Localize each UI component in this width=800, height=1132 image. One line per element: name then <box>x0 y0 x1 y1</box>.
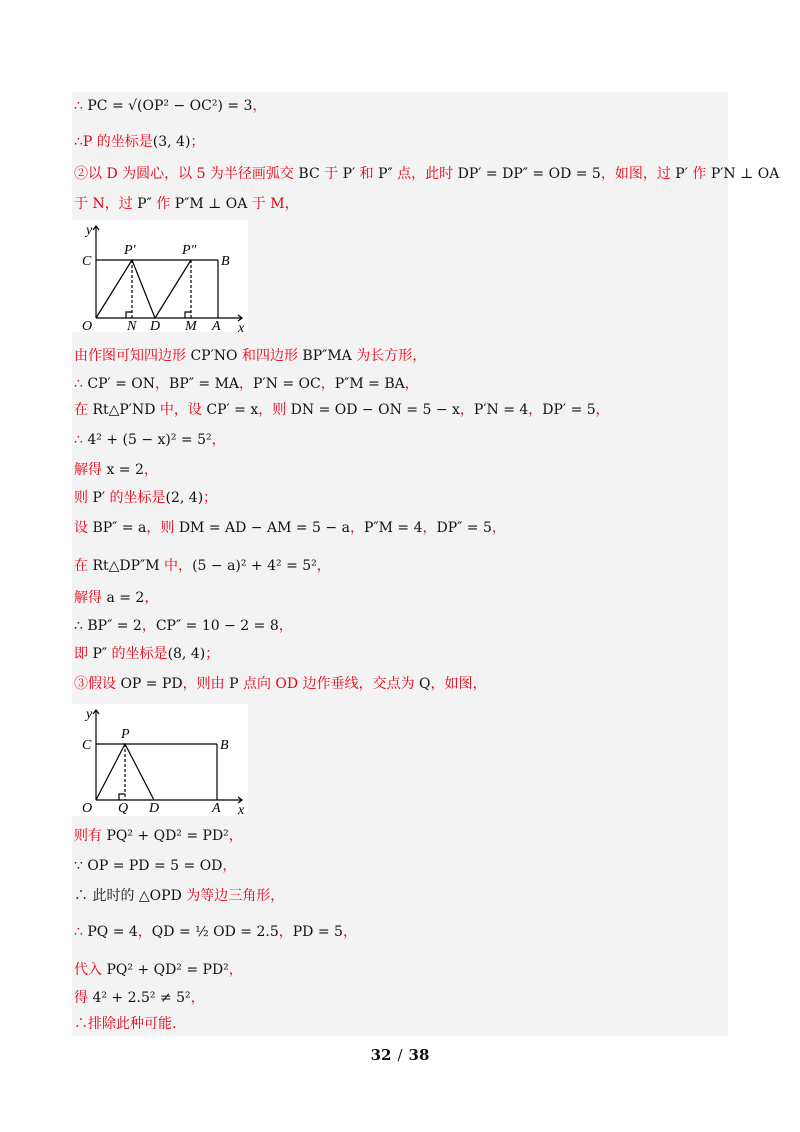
solution-line <box>74 374 419 394</box>
line-text-segment: ； <box>205 646 220 662</box>
line-text-segment: BP″MA <box>302 348 352 364</box>
line-text-segment: ； <box>190 134 205 150</box>
line-text-segment: P″M = 4 <box>363 520 423 536</box>
solution-line <box>74 826 243 846</box>
solution-line <box>74 400 610 420</box>
line-text-segment: BP″ = a <box>92 520 147 536</box>
line-text-segment: ， <box>144 590 159 606</box>
line-text-segment: PQ² + QD² = PD² <box>106 962 229 978</box>
solution-line <box>74 132 204 152</box>
fig2-label-B: B <box>220 738 229 753</box>
fig2-label-D: D <box>149 801 160 816</box>
line-text-segment: PQ² + QD² = PD² <box>106 828 229 844</box>
line-text-segment: 4² + (5 − x)² = 5² <box>87 432 212 448</box>
fig1-label-A: A <box>212 319 221 332</box>
line-text-segment: ∴ 此时的 <box>74 888 139 904</box>
line-text-segment: P′ <box>342 166 356 182</box>
line-text-segment: 中， <box>159 558 193 574</box>
line-text-segment: ，则 <box>146 520 179 536</box>
line-text-segment: 中，设 <box>155 402 207 418</box>
line-text-segment: (8, 4) <box>167 646 206 662</box>
solution-line <box>74 1014 176 1034</box>
line-text-segment: PC = √(OP² − OC²) = 3 <box>87 98 253 114</box>
line-text-segment: DM = AD − AM = 5 − a <box>178 520 350 536</box>
fig1-label-M: M <box>185 319 197 332</box>
figure-rectangle-triangle <box>72 704 248 816</box>
line-text-segment: 得 <box>74 990 93 1006</box>
line-text-segment: P′N ⊥ OA <box>710 166 780 182</box>
line-text-segment: ， <box>320 376 335 392</box>
line-text-segment: CP″ = 10 − 2 = 8 <box>155 618 279 634</box>
line-text-segment: P″ <box>92 646 108 662</box>
solution-line <box>74 488 217 508</box>
fig1-label-D: D <box>150 319 161 332</box>
line-text-segment: ∴ BP″ = 2 <box>74 618 142 634</box>
line-text-segment: (2, 4) <box>165 490 204 506</box>
line-text-segment: ， <box>228 828 243 844</box>
solution-line <box>74 674 487 694</box>
line-text-segment: 和四边形 <box>237 348 303 364</box>
line-text-segment: ， <box>155 376 170 392</box>
line-text-segment: P′N = OC <box>253 376 321 392</box>
line-text-segment: 由作图可知四边形 <box>74 348 191 364</box>
page-total: 38 <box>408 1046 430 1064</box>
line-text-segment: ∴ <box>74 376 88 392</box>
line-text-segment: CP′NO <box>190 348 238 364</box>
line-text-segment: DP″ = 5 <box>436 520 492 536</box>
solution-line <box>74 886 284 906</box>
line-text-segment: ∴P 的坐标是 <box>74 134 153 150</box>
line-text-segment: ， <box>252 98 267 114</box>
fig1-label-y: y <box>86 223 93 238</box>
line-text-segment: Rt△P′ND <box>92 402 156 418</box>
line-text-segment: ∴排除此种可能. <box>74 1016 177 1032</box>
line-text-segment: CP′ = ON <box>87 376 156 392</box>
solution-line <box>74 988 205 1008</box>
line-text-segment: ， <box>239 376 254 392</box>
line-text-segment: 的坐标是 <box>105 490 166 506</box>
line-text-segment: ， <box>278 924 293 940</box>
fig2-label-y: y <box>86 707 93 722</box>
line-text-segment: ，如图，过 <box>600 166 676 182</box>
line-text-segment: ， <box>422 520 437 536</box>
line-text-segment: 即 <box>74 646 93 662</box>
fig1-label-B: B <box>221 254 230 269</box>
line-text-segment: 解得 <box>74 590 107 606</box>
line-text-segment: 为长方形， <box>351 348 427 364</box>
line-text-segment: ， <box>528 402 543 418</box>
solution-line <box>74 460 158 480</box>
line-text-segment: △OPD <box>138 888 182 904</box>
line-text-segment: BC <box>298 166 320 182</box>
line-text-segment: P″M ⊥ OA <box>174 196 248 212</box>
line-text-segment: 为等边三角形， <box>181 888 285 904</box>
line-text-segment: 于 N，过 <box>74 196 138 212</box>
line-text-segment: ； <box>203 490 218 506</box>
line-text-segment: 的坐标是 <box>107 646 168 662</box>
fig1-label-x: x <box>238 321 245 332</box>
line-text-segment: DP′ = 5 <box>542 402 596 418</box>
line-text-segment: x = 2 <box>106 462 144 478</box>
fig1-label-O: O <box>82 319 93 332</box>
line-text-segment: Rt△DP″M <box>92 558 160 574</box>
line-text-segment: ， <box>595 402 610 418</box>
line-text-segment: ， <box>211 432 226 448</box>
fig2-label-Q: Q <box>118 801 129 816</box>
line-text-segment: ， <box>190 990 205 1006</box>
solution-line <box>74 960 243 980</box>
line-text-segment: 作 <box>687 166 711 182</box>
solution-line <box>74 518 506 538</box>
line-text-segment: ，则由 <box>182 676 230 692</box>
line-text-segment: P <box>229 676 239 692</box>
line-text-segment: OP = PD <box>120 676 183 692</box>
fig2-label-O: O <box>82 801 93 816</box>
line-text-segment: ， <box>143 462 158 478</box>
line-text-segment: 则有 <box>74 828 107 844</box>
line-text-segment: ， <box>459 402 474 418</box>
line-text-segment: ， <box>137 924 152 940</box>
line-text-segment: 于 M， <box>247 196 299 212</box>
line-text-segment: ∴ <box>74 432 88 448</box>
line-text-segment: ∴ <box>74 924 88 940</box>
line-text-segment: ∵ OP = PD = 5 = OD <box>74 858 223 874</box>
line-text-segment: DN = OD − ON = 5 − x <box>290 402 460 418</box>
line-text-segment: BP″ = MA <box>169 376 240 392</box>
page-current: 32 <box>370 1046 392 1064</box>
line-text-segment: ， <box>342 924 357 940</box>
solution-line <box>74 616 293 636</box>
line-text-segment: 在 <box>74 402 93 418</box>
line-text-segment: ， <box>222 858 237 874</box>
line-text-segment: 设 <box>74 520 93 536</box>
solution-line <box>74 96 266 116</box>
fig1-label-P-double-prime: P″ <box>182 243 197 258</box>
solution-line <box>74 346 426 366</box>
line-text-segment: P′N = 4 <box>473 402 529 418</box>
line-text-segment: 代入 <box>74 962 107 978</box>
line-text-segment: ③假设 <box>74 676 121 692</box>
line-text-segment: (3, 4) <box>152 134 191 150</box>
line-text-segment: QD = ½ OD = 2.5 <box>151 924 279 940</box>
line-text-segment: Q <box>419 676 431 692</box>
solution-line <box>74 588 158 608</box>
line-text-segment: 于 <box>319 166 343 182</box>
line-text-segment: PD = 5 <box>292 924 343 940</box>
line-text-segment: DP′ = DP″ = OD = 5 <box>457 166 601 182</box>
line-text-segment: 点向 OD 边作垂线，交点为 <box>238 676 420 692</box>
solution-line <box>74 644 219 664</box>
solution-line <box>74 164 779 184</box>
line-text-segment: ， <box>141 618 156 634</box>
line-text-segment: ②以 D 为圆心，以 5 为半径画弧交 <box>74 166 299 182</box>
line-text-segment: ， <box>349 520 364 536</box>
line-text-segment: P″M = BA <box>334 376 405 392</box>
line-text-segment: P″ <box>137 196 152 212</box>
fig1-label-P-prime: P′ <box>124 243 136 258</box>
solution-line <box>74 556 331 576</box>
line-text-segment: ，则 <box>258 402 291 418</box>
line-text-segment: P′ <box>92 490 106 506</box>
solution-panel <box>72 92 780 1036</box>
line-text-segment: ， <box>278 618 293 634</box>
line-text-segment: 点，此时 <box>392 166 458 182</box>
line-text-segment: CP′ = x <box>206 402 259 418</box>
line-text-segment: 4² + 2.5² ≠ 5² <box>92 990 191 1006</box>
fig1-label-C: C <box>82 254 92 269</box>
line-text-segment: ， <box>491 520 506 536</box>
line-text-segment: P″ <box>378 166 393 182</box>
line-text-segment: 解得 <box>74 462 107 478</box>
line-text-segment: ，如图， <box>430 676 487 692</box>
line-text-segment: ∴ <box>74 98 88 114</box>
line-text-segment: 和 <box>355 166 379 182</box>
line-text-segment: PQ = 4 <box>87 924 138 940</box>
line-text-segment: 则 <box>74 490 93 506</box>
figure-rectangle-two-points <box>72 220 248 332</box>
solution-line <box>74 430 226 450</box>
fig2-label-A: A <box>212 801 221 816</box>
line-text-segment: 作 <box>151 196 175 212</box>
line-text-segment: a = 2 <box>106 590 145 606</box>
line-text-segment: 在 <box>74 558 93 574</box>
line-text-segment: ， <box>316 558 331 574</box>
solution-line <box>74 856 236 876</box>
page-number <box>0 1046 800 1064</box>
line-text-segment: ， <box>228 962 243 978</box>
fig2-label-C: C <box>82 738 92 753</box>
solution-line <box>74 922 357 942</box>
fig2-label-x: x <box>238 803 245 816</box>
fig1-label-N: N <box>127 319 137 332</box>
line-text-segment: P′ <box>675 166 688 182</box>
line-text-segment: (5 − a)² + 4² = 5² <box>192 558 317 574</box>
line-text-segment: ， <box>404 376 419 392</box>
fig2-label-P: P <box>121 727 130 742</box>
page-separator: / <box>397 1046 403 1064</box>
solution-line <box>74 194 299 214</box>
